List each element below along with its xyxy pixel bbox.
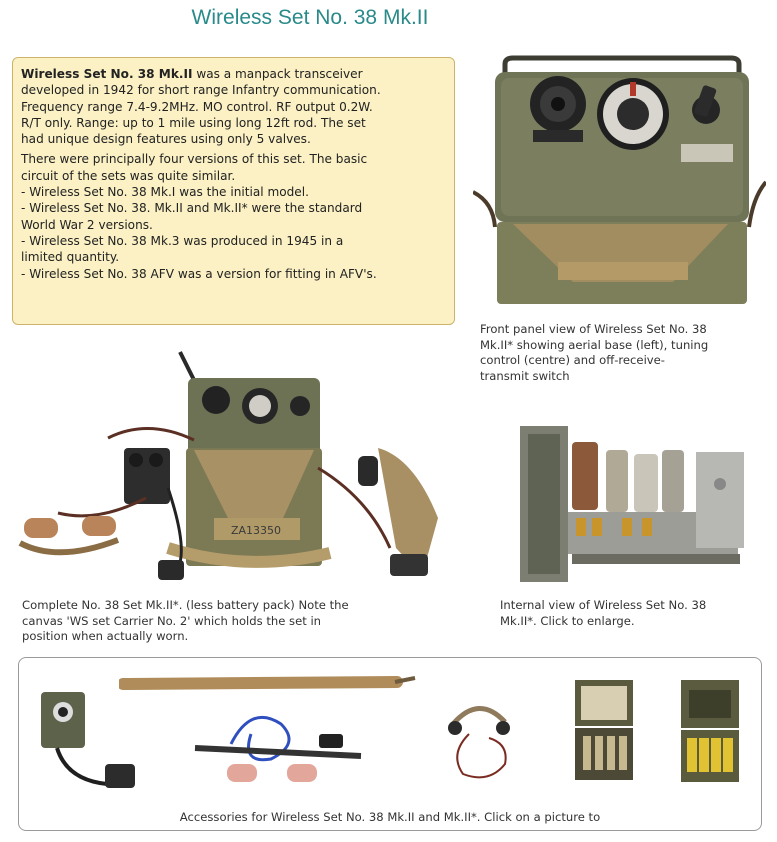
photo-throat-microphone[interactable]	[191, 704, 369, 789]
photo-junction-box[interactable]	[37, 688, 141, 793]
info-line: Frequency range 7.4-9.2MHz. MO control. RF output 0.2W.	[21, 99, 373, 114]
caption-line: control (centre) and off-receive-	[480, 353, 665, 367]
version-item: - Wireless Set No. 38 AFV was a version for fitting in AFV's.	[21, 266, 377, 281]
serial-stencil: ZA13350	[230, 524, 282, 537]
caption-line: Complete No. 38 Set Mk.II*. (less battery pack) Note the	[22, 598, 349, 612]
caption-line: Front panel view of Wireless Set No. 38	[480, 322, 707, 336]
info-line: developed in 1942 for short range Infantry communication.	[21, 83, 381, 98]
info-line: R/T only. Range: up to 1 mile using long 12ft rod. The set	[21, 115, 366, 130]
caption-line: Internal view of Wireless Set No. 38	[500, 598, 707, 612]
info-line: had unique design features using only 5 valves.	[21, 132, 311, 147]
version-item: limited quantity.	[21, 250, 120, 265]
info-line: circuit of the sets was quite similar.	[21, 168, 236, 183]
page-title: Wireless Set No. 38 Mk.II	[191, 6, 429, 29]
photo-carry-strap[interactable]	[119, 670, 419, 698]
info-line	[21, 66, 446, 82]
accessories-box	[18, 657, 762, 831]
version-item: - Wireless Set No. 38 Mk.3 was produced in 1945 in a	[21, 233, 344, 248]
info-paragraph-2	[21, 151, 446, 281]
caption-line: transmit switch	[480, 368, 570, 383]
photo-internal[interactable]	[512, 420, 750, 584]
photo-headset-cords[interactable]	[439, 694, 521, 786]
info-paragraph-1	[21, 66, 446, 147]
info-text: was a manpack transceiver	[192, 67, 363, 81]
photo-spare-valves-box[interactable]	[573, 678, 635, 782]
photo-front-panel[interactable]	[473, 52, 766, 316]
caption-line: Mk.II* showing aerial base (left), tuning	[480, 337, 709, 352]
version-item: World War 2 versions.	[21, 217, 153, 232]
set-name: Wireless Set No. 38 Mk.II	[21, 67, 193, 81]
caption-front-panel	[480, 322, 708, 384]
version-item: - Wireless Set No. 38 Mk.I was the initial model.	[21, 185, 309, 200]
caption-internal	[500, 598, 706, 629]
version-item: - Wireless Set No. 38. Mk.II and Mk.II* were the standard	[21, 201, 363, 216]
photo-spare-valves-box-yellow[interactable]	[679, 678, 741, 786]
photo-complete-set[interactable]	[18, 348, 448, 593]
info-box	[12, 57, 455, 325]
caption-line: position when actually worn.	[22, 629, 189, 643]
caption-line: canvas 'WS set Carrier No. 2' which holds the set in	[22, 613, 322, 628]
caption-accessories: Accessories for Wireless Set No. 38 Mk.II and Mk.II*. Click on a picture to	[179, 810, 601, 824]
caption-complete-set	[22, 598, 349, 645]
info-line: There were principally four versions of this set. The basic	[21, 152, 368, 167]
caption-line: Mk.II*. Click to enlarge.	[500, 613, 635, 628]
